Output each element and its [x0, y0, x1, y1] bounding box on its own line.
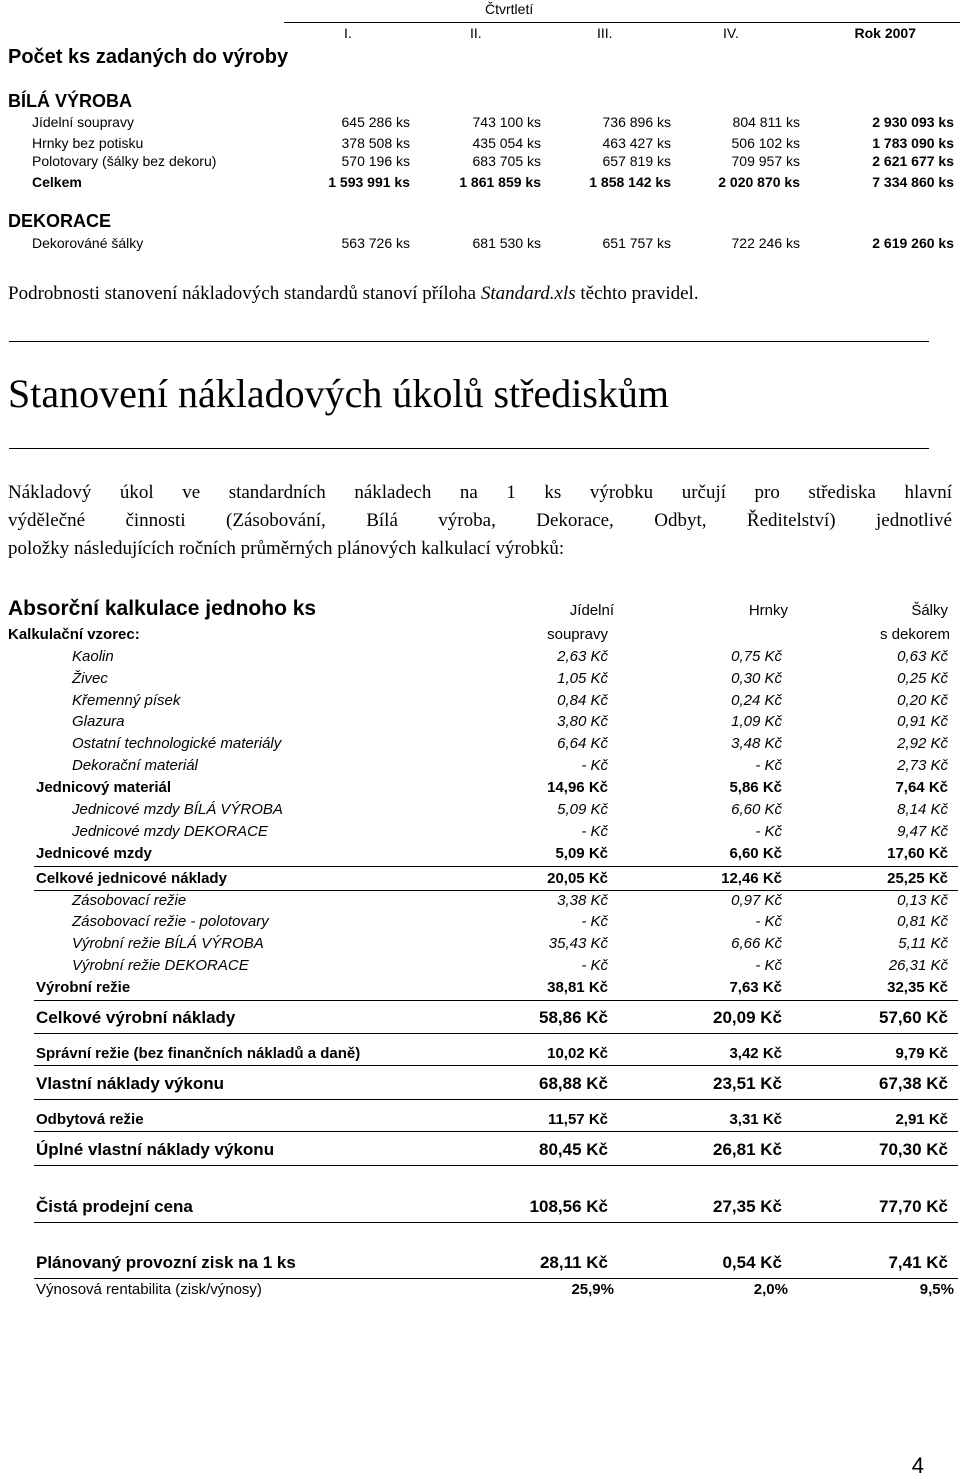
row-label: Odbytová režie: [36, 1111, 144, 1128]
quarter-4-header: IV.: [723, 25, 739, 41]
row-rule: [34, 1278, 958, 1279]
q1-value: 563 726 ks: [341, 235, 410, 251]
quarter-3-header: III.: [597, 25, 613, 41]
q2-value: 743 100 ks: [472, 114, 541, 130]
q3-value: 651 757 ks: [602, 235, 671, 251]
value-jidelni: 68,88 Kč: [539, 1074, 608, 1093]
page-number: 4: [911, 1453, 924, 1478]
value-salky: 77,70 Kč: [879, 1197, 948, 1216]
value-salky: 25,25 Kč: [887, 870, 948, 887]
row-label: Jednicové mzdy DEKORACE: [72, 823, 268, 840]
row-label: Celkové výrobní náklady: [36, 1008, 236, 1027]
q4-value: 2 020 870 ks: [718, 174, 800, 190]
value-hrnky: 3,48 Kč: [731, 735, 782, 752]
value-jidelni: 80,45 Kč: [539, 1140, 608, 1159]
value-jidelni: 28,11 Kč: [539, 1253, 608, 1272]
value-jidelni: 3,80 Kč: [557, 713, 608, 730]
value-hrnky: 20,09 Kč: [713, 1008, 782, 1027]
value-jidelni: 20,05 Kč: [547, 870, 608, 887]
value-hrnky: 7,63 Kč: [729, 979, 782, 996]
section-rule-bottom: [9, 448, 929, 449]
year-value: 1 783 090 ks: [872, 135, 954, 151]
value-hrnky: 5,86 Kč: [729, 779, 782, 796]
row-label: Křemenný písek: [72, 692, 181, 709]
row-label: Výnosová rentabilita (zisk/výnosy): [36, 1281, 262, 1298]
value-salky: 9,79 Kč: [895, 1045, 948, 1062]
year-value: 7 334 860 ks: [872, 174, 954, 190]
row-rule: [34, 890, 958, 891]
value-jidelni: 5,09 Kč: [557, 801, 608, 818]
q3-value: 736 896 ks: [602, 114, 671, 130]
row-label: Úplné vlastní náklady výkonu: [36, 1140, 275, 1159]
quarter-2-header: II.: [470, 25, 482, 41]
value-salky: 17,60 Kč: [887, 845, 948, 862]
value-hrnky: 0,75 Kč: [731, 648, 782, 665]
row-label: Výrobní režie BÍLÁ VÝROBA: [72, 935, 264, 952]
row-label: Zásobovací režie: [72, 892, 187, 909]
value-hrnky: 2,0%: [753, 1281, 788, 1298]
row-label: Jídelní soupravy: [32, 114, 134, 130]
value-salky: 7,41 Kč: [888, 1253, 948, 1272]
value-salky: 57,60 Kč: [879, 1008, 948, 1027]
value-salky: 2,73 Kč: [897, 757, 948, 774]
value-hrnky: 6,60 Kč: [729, 845, 782, 862]
value-jidelni: 6,64 Kč: [557, 735, 608, 752]
section-heading: Stanovení nákladových úkolů střediskům: [8, 371, 670, 416]
value-hrnky: - Kč: [755, 957, 782, 974]
value-salky: 2,92 Kč: [897, 735, 948, 752]
note-text: Podrobnosti stanovení nákladových standardů stanoví příloha: [8, 283, 481, 304]
standard-note: [8, 283, 699, 305]
row-label: Čistá prodejní cena: [36, 1197, 193, 1216]
q3-value: 463 427 ks: [602, 135, 671, 151]
paragraph-line-2: výdělečné činnosti (Zásobování, Bílá výroba, Dekorace, Odbyt, Ředitelství) jednotlivé: [8, 510, 952, 531]
value-salky: 0,25 Kč: [897, 670, 948, 687]
value-jidelni: 2,63 Kč: [557, 648, 608, 665]
value-salky: 9,5%: [919, 1281, 954, 1298]
value-salky: 70,30 Kč: [879, 1140, 948, 1159]
value-salky: 8,14 Kč: [897, 801, 948, 818]
value-jidelni: - Kč: [581, 757, 608, 774]
q2-value: 435 054 ks: [472, 135, 541, 151]
row-rule: [34, 1000, 958, 1001]
col-salky-header-2: s dekorem: [879, 626, 950, 643]
value-hrnky: 1,09 Kč: [731, 713, 782, 730]
note-text-end: těchto pravidel.: [575, 283, 699, 304]
q1-value: 645 286 ks: [341, 114, 410, 130]
row-label: Celkové jednicové náklady: [36, 870, 227, 887]
quarter-1-header: I.: [344, 25, 352, 41]
value-salky: 9,47 Kč: [897, 823, 948, 840]
value-jidelni: 14,96 Kč: [547, 779, 608, 796]
row-label: Dekorační materiál: [72, 757, 198, 774]
value-salky: 0,91 Kč: [897, 713, 948, 730]
row-label: Vlastní náklady výkonu: [36, 1074, 225, 1093]
col-jidelni-header: Jídelní: [569, 602, 614, 619]
year-value: 2 619 260 ks: [872, 235, 954, 251]
paragraph-line-3: položky následujících ročních průměrných plánových kalkulací výrobků:: [8, 538, 565, 559]
value-salky: 0,13 Kč: [897, 892, 948, 909]
production-title: Počet ks zadaných do výroby: [8, 46, 289, 68]
value-jidelni: 38,81 Kč: [547, 979, 608, 996]
value-salky: 26,31 Kč: [888, 957, 948, 974]
row-label: Glazura: [72, 713, 125, 730]
value-jidelni: 5,09 Kč: [555, 845, 608, 862]
value-salky: 32,35 Kč: [887, 979, 948, 996]
value-hrnky: 26,81 Kč: [713, 1140, 782, 1159]
year-value: 2 621 677 ks: [872, 153, 954, 169]
row-label: Výrobní režie DEKORACE: [72, 957, 249, 974]
value-jidelni: 0,84 Kč: [557, 692, 608, 709]
value-hrnky: 6,66 Kč: [731, 935, 782, 952]
q4-value: 709 957 ks: [731, 153, 800, 169]
row-rule: [34, 1165, 958, 1166]
row-label: Kaolin: [72, 648, 114, 665]
row-label: Ostatní technologické materiály: [72, 735, 282, 752]
value-hrnky: 3,42 Kč: [729, 1045, 782, 1062]
quarter-header: Čtvrtletí: [485, 1, 534, 17]
row-label: Polotovary (šálky bez dekoru): [32, 153, 217, 169]
value-hrnky: 0,30 Kč: [731, 670, 782, 687]
value-hrnky: - Kč: [755, 757, 782, 774]
row-label: Dekorováné šálky: [32, 235, 144, 251]
year-value: 2 930 093 ks: [872, 114, 954, 130]
value-salky: 7,64 Kč: [895, 779, 948, 796]
paragraph-line-1: Nákladový úkol ve standardních nákladech na 1 ks výrobku určují pro střediska hlavní: [8, 482, 952, 503]
row-label: Živec: [72, 670, 108, 687]
row-label: Plánovaný provozní zisk na 1 ks: [36, 1253, 296, 1272]
row-label: Správní režie (bez finančních nákladů a daně): [36, 1045, 361, 1062]
q3-value: 657 819 ks: [602, 153, 671, 169]
row-rule: [34, 1131, 958, 1132]
year-header: Rok 2007: [854, 25, 916, 41]
q4-value: 506 102 ks: [731, 135, 800, 151]
value-salky: 67,38 Kč: [879, 1074, 948, 1093]
row-rule: [34, 1222, 958, 1223]
value-jidelni: 11,57 Kč: [547, 1111, 608, 1128]
row-rule: [34, 1033, 958, 1034]
row-rule: [34, 1065, 958, 1066]
q2-value: 1 861 859 ks: [459, 174, 541, 190]
value-hrnky: 6,60 Kč: [731, 801, 782, 818]
attachment-link[interactable]: Standard.xls: [480, 283, 576, 304]
value-hrnky: 3,31 Kč: [729, 1111, 782, 1128]
value-hrnky: - Kč: [755, 823, 782, 840]
value-salky: 2,91 Kč: [895, 1111, 948, 1128]
bila-vyroba-header: BÍLÁ VÝROBA: [8, 91, 133, 111]
q4-value: 722 246 ks: [731, 235, 800, 251]
section-rule-top: [9, 341, 929, 342]
row-label: Jednicový materiál: [36, 779, 172, 796]
value-hrnky: 27,35 Kč: [713, 1197, 782, 1216]
row-rule: [34, 866, 958, 867]
value-salky: 5,11 Kč: [898, 935, 948, 952]
value-jidelni: - Kč: [581, 957, 608, 974]
header-rule: [284, 22, 960, 23]
value-jidelni: - Kč: [581, 913, 608, 930]
value-jidelni: 108,56 Kč: [529, 1197, 608, 1216]
value-jidelni: 25,9%: [571, 1281, 614, 1298]
value-jidelni: 35,43 Kč: [548, 935, 608, 952]
q3-value: 1 858 142 ks: [589, 174, 671, 190]
row-label: Jednicové mzdy BÍLÁ VÝROBA: [72, 801, 283, 818]
row-label: Jednicové mzdy: [36, 845, 152, 862]
value-hrnky: 0,24 Kč: [731, 692, 782, 709]
col-salky-header: Šálky: [911, 602, 948, 619]
value-hrnky: 0,54 Kč: [722, 1253, 782, 1272]
col-jidelni-header-2: soupravy: [547, 626, 608, 643]
q2-value: 681 530 ks: [472, 235, 541, 251]
value-jidelni: 3,38 Kč: [557, 892, 608, 909]
row-label: Hrnky bez potisku: [32, 135, 144, 151]
value-jidelni: 1,05 Kč: [557, 670, 608, 687]
value-hrnky: 12,46 Kč: [721, 870, 782, 887]
q4-value: 804 811 ks: [732, 114, 800, 130]
value-salky: 0,81 Kč: [897, 913, 948, 930]
value-hrnky: - Kč: [755, 913, 782, 930]
formula-label: Kalkulační vzorec:: [8, 626, 140, 643]
value-hrnky: 23,51 Kč: [713, 1074, 782, 1093]
row-label: Celkem: [32, 174, 82, 190]
q2-value: 683 705 ks: [472, 153, 541, 169]
col-hrnky-header: Hrnky: [748, 602, 788, 619]
dekorace-header: DEKORACE: [8, 211, 112, 231]
q1-value: 378 508 ks: [341, 135, 410, 151]
value-salky: 0,63 Kč: [897, 648, 948, 665]
value-jidelni: - Kč: [581, 823, 608, 840]
value-hrnky: 0,97 Kč: [731, 892, 782, 909]
kalkulace-title: Absorční kalkulace jednoho ks: [8, 597, 317, 620]
q1-value: 1 593 991 ks: [328, 174, 410, 190]
row-label: Zásobovací režie - polotovary: [72, 913, 269, 930]
value-jidelni: 58,86 Kč: [539, 1008, 608, 1027]
value-salky: 0,20 Kč: [897, 692, 948, 709]
row-label: Výrobní režie: [36, 979, 131, 996]
value-jidelni: 10,02 Kč: [547, 1045, 608, 1062]
row-rule: [34, 1099, 958, 1100]
q1-value: 570 196 ks: [341, 153, 410, 169]
